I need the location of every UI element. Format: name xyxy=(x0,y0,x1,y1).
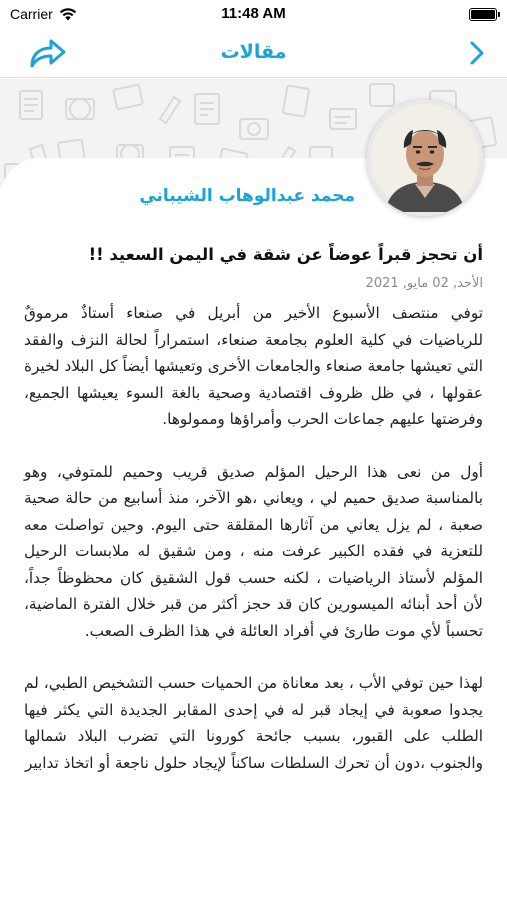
back-button[interactable] xyxy=(467,38,489,68)
author-name[interactable]: محمد عبدالوهاب الشيباني xyxy=(139,186,355,206)
author-avatar xyxy=(367,100,483,216)
article xyxy=(24,242,483,802)
article-paragraph: لهذا حين توفي الأب ، بعد معاناة من الحميات حسب التشخيص الطبي، لم يجدوا صعوبة في إيجاد قبر له في إحدى المقابر الجديدة التي يكثر فيها الطلب على القبور، بسبب جائحة كورونا التي تضرب البلاد شمالها والجنوب ،دون أن تحرك السلطات ساكناً لإيجاد حلول ناجعة أو اتخاذ تدابير xyxy=(24,674,483,772)
article-paragraph: توفي منتصف الأسبوع الأخير من أبريل في صنعاء أستاذٌ مرموقٌ للرياضيات في كلية العلوم بجامعة صنعاء، استمراراً لحالة النزف والفقد التي تعيشها جامعة صنعاء والجامعات الأخرى وتعيشها أيضاً كل البلاد لخيرة عقولها ، في ظل ظروف اقتصادية وصحية بالغة السوء يعيشها الجميع، وفرضتها عليهم جماعات الحرب وأمراؤها وممولوها. xyxy=(24,304,483,428)
article-paragraph: أول من نعى هذا الرحيل المؤلم صديق قريب وحميم للمتوفي، وهو بالمناسبة صديق حميم لي ، ويعاني ،هو الآخر، منذ أسابيع من حالة صحية صعبة ، لم يزل يعاني من آثارها المقلقة حتى اليوم. وحين تواصلت معه للتعزية في فقده الكبير عرفت منه ، ومن شقيق له ملابسات الرحيل المؤلم لأستاذ الرياضيات ، لكنه حسب قول الشقيق كان محظوظاً جداً، لأن أحد أبنائه الميسورين كان قد حجز أكثر من قبر خلال الفترة الماضية، تحسباً لأي موت طارئ في أفراد العائلة في هذا الظرف الصعب. xyxy=(24,462,483,640)
chevron-right-icon xyxy=(467,38,489,68)
author-portrait-image xyxy=(367,100,483,216)
article-title: أن تحجز قبراً عوضاً عن شقة في اليمن السعيد !! xyxy=(88,245,483,264)
navigation-bar xyxy=(0,30,507,78)
page-title: مقالات xyxy=(220,41,287,63)
carrier-label: Carrier xyxy=(10,6,53,22)
article-date: الأحد, 02 مايو, 2021 xyxy=(365,276,483,291)
article-body xyxy=(24,300,483,776)
status-bar xyxy=(0,0,507,30)
battery-icon xyxy=(469,8,497,21)
status-time: 11:48 AM xyxy=(221,5,286,22)
